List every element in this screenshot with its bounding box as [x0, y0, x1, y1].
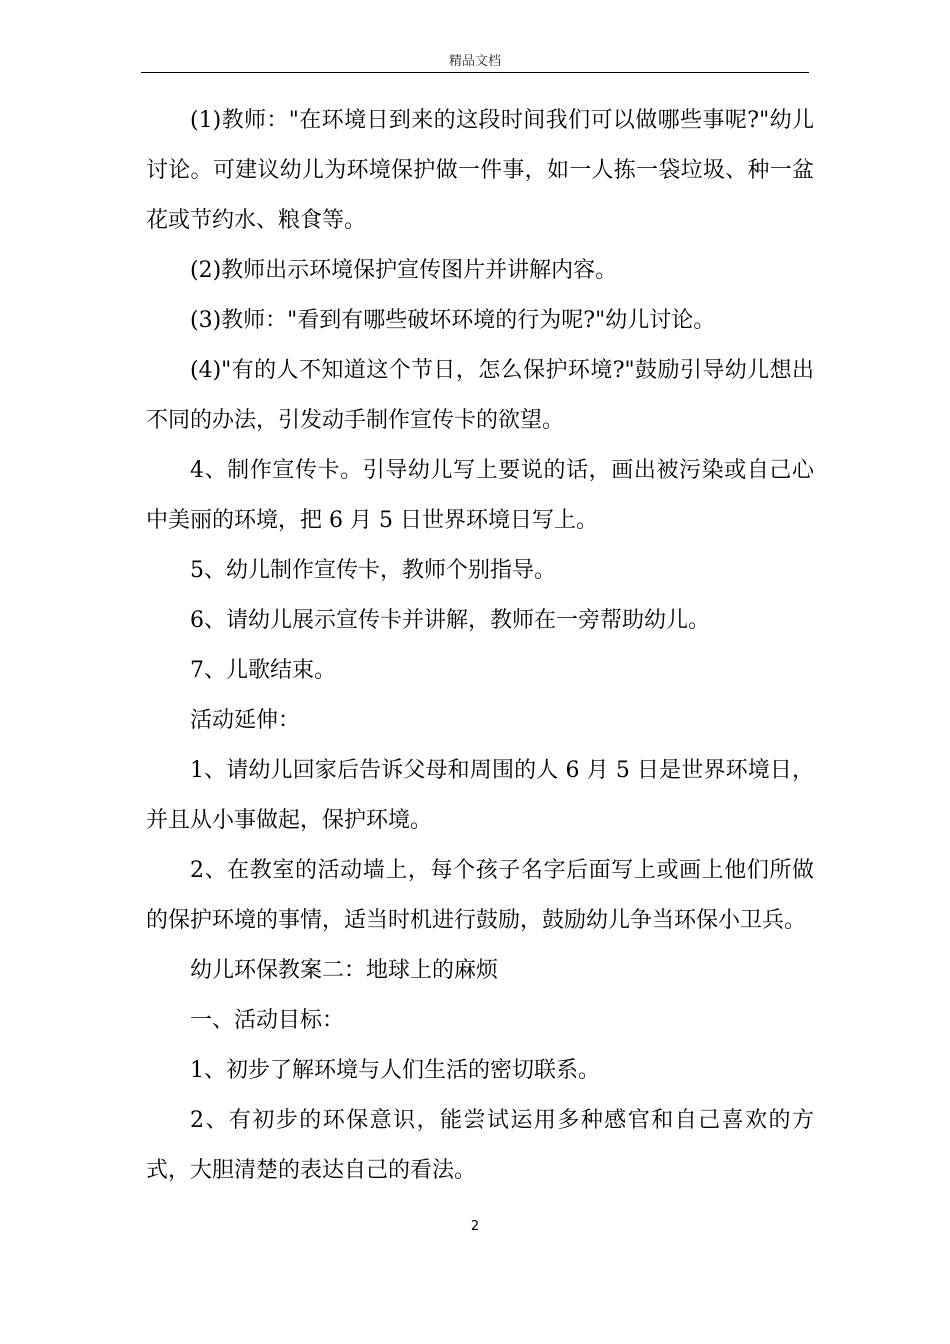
paragraph-5: 4、制作宣传卡。引导幼儿写上要说的话，画出被污染或自己心中美丽的环境，把 6 月 5 日世界环境日写上。: [146, 458, 814, 533]
paragraph-10: 1、请幼儿回家后告诉父母和周围的人 6 月 5 日是世界环境日，并且从小事做起，保护环境。: [146, 758, 814, 833]
paragraph-7: 6、请幼儿展示宣传卡并讲解，教师在一旁帮助幼儿。: [190, 608, 710, 633]
paragraph-2: (2)教师出示环境保护宣传图片并讲解内容。: [190, 258, 618, 283]
paragraph-3: (3)教师："看到有哪些破坏环境的行为呢?"幼儿讨论。: [190, 308, 716, 333]
paragraph-8: 7、儿歌结束。: [190, 658, 336, 683]
paragraph-15: 2、有初步的环保意识，能尝试运用多种感官和自己喜欢的方式，大胆清楚的表达自己的看法。: [146, 1108, 814, 1183]
header-divider: [141, 72, 809, 73]
page-number: 2: [470, 1219, 480, 1234]
document-body: [146, 96, 814, 1196]
paragraph-14: 1、初步了解环境与人们生活的密切联系。: [190, 1058, 600, 1083]
paragraph-11: 2、在教室的活动墙上，每个孩子名字后面写上或画上他们所做的保护环境的事情，适当时机进行鼓励，鼓励幼儿争当环保小卫兵。: [146, 858, 814, 933]
paragraph-6: 5、幼儿制作宣传卡，教师个别指导。: [190, 558, 556, 583]
page-header-title: 精品文档: [448, 54, 501, 69]
paragraph-12: 幼儿环保教案二：地球上的麻烦: [190, 958, 499, 983]
paragraph-1: (1)教师："在环境日到来的这段时间我们可以做哪些事呢?"幼儿讨论。可建议幼儿为环境保护做一件事，如一人拣一袋垃圾、种一盆花或节约水、粮食等。: [146, 108, 814, 233]
paragraph-13: 一、活动目标：: [190, 1008, 345, 1033]
paragraph-9: 活动延伸：: [190, 708, 301, 733]
paragraph-4: (4)"有的人不知道这个节日，怎么保护环境?"鼓励引导幼儿想出不同的办法，引发动手制作宣传卡的欲望。: [146, 358, 814, 433]
